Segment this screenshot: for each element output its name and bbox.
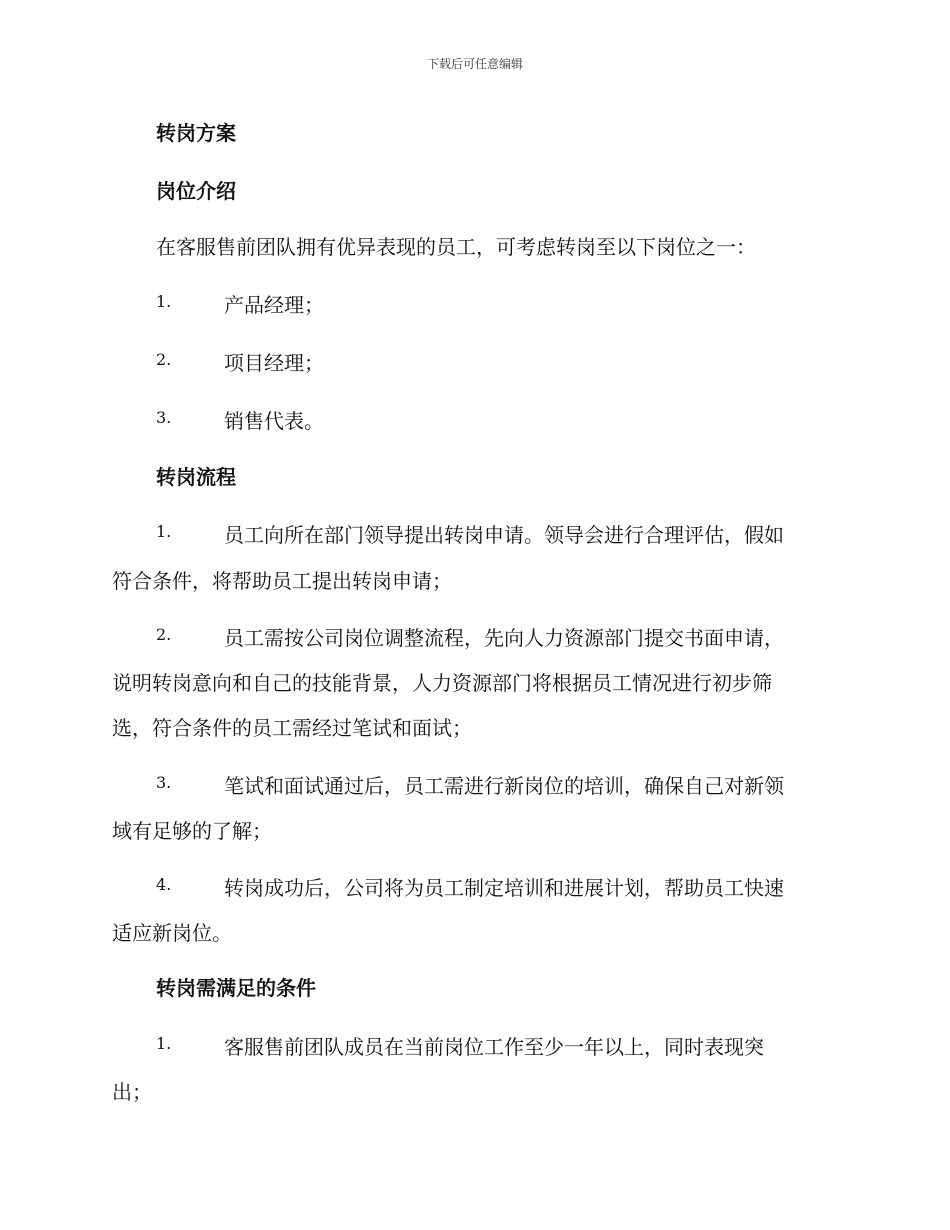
list-item-number: 1. bbox=[156, 522, 172, 541]
list-item-line: 出； bbox=[112, 1080, 152, 1104]
section-title-position-intro: 岗位介绍 bbox=[156, 179, 236, 203]
intro-paragraph: 在客服售前团队拥有优异表现的员工，可考虑转岗至以下岗位之一： bbox=[156, 235, 756, 259]
list-item-line: 说明转岗意向和自己的技能背景，人力资源部门将根据员工情况进行初步筛 bbox=[112, 671, 772, 695]
list-item-line: 转岗成功后，公司将为员工制定培训和进展计划，帮助员工快速 bbox=[224, 876, 784, 900]
page-header: 下载后可任意编辑 bbox=[426, 57, 523, 71]
list-item-line: 客服售前团队成员在当前岗位工作至少一年以上，同时表现突 bbox=[224, 1035, 764, 1059]
list-item-line: 员工需按公司岗位调整流程，先向人力资源部门提交书面申请， bbox=[224, 626, 784, 650]
list-item-number: 3. bbox=[156, 408, 172, 427]
list-item-line: 员工向所在部门领导提出转岗申请。领导会进行合理评估，假如 bbox=[224, 523, 784, 547]
list-item-line: 选，符合条件的员工需经过笔试和面试； bbox=[112, 716, 472, 740]
list-item-line: 符合条件，将帮助员工提出转岗申请； bbox=[112, 569, 452, 593]
list-item-number: 4. bbox=[156, 875, 172, 894]
list-item-number: 1. bbox=[156, 1034, 172, 1053]
section-title-conditions: 转岗需满足的条件 bbox=[156, 976, 316, 1000]
section-title-process: 转岗流程 bbox=[156, 465, 236, 489]
list-item-text: 项目经理； bbox=[224, 351, 324, 375]
list-item-number: 1. bbox=[156, 292, 172, 311]
list-item-line: 笔试和面试通过后，员工需进行新岗位的培训，确保自己对新领 bbox=[224, 774, 784, 798]
list-item-number: 3. bbox=[156, 773, 172, 792]
list-item-number: 2. bbox=[156, 350, 172, 369]
list-item-number: 2. bbox=[156, 625, 172, 644]
list-item-line: 域有足够的了解； bbox=[112, 819, 272, 843]
list-item-text: 销售代表。 bbox=[224, 409, 324, 433]
document-title: 转岗方案 bbox=[156, 121, 236, 145]
list-item-line: 适应新岗位。 bbox=[112, 921, 232, 945]
list-item-text: 产品经理； bbox=[224, 293, 324, 317]
